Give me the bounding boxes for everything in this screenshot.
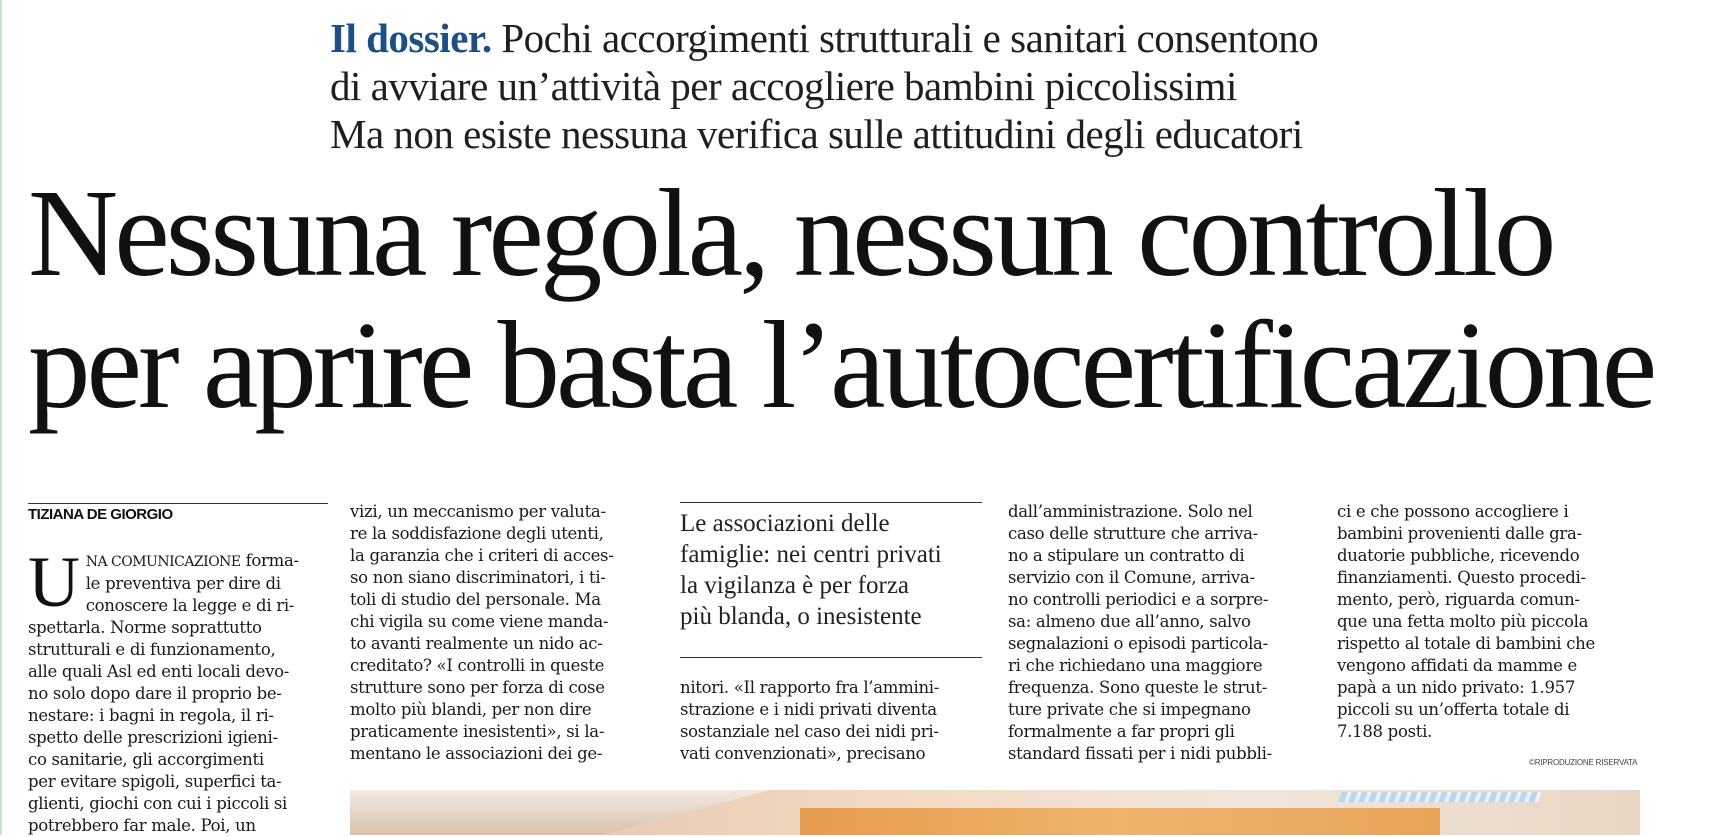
text-line: vizi, un meccanismo per valuta- — [350, 502, 606, 521]
text-line: standard fissati per i nidi pubbli- — [1008, 744, 1272, 763]
text-line: frequenza. Sono queste le strut- — [1008, 678, 1267, 697]
pullquote-rule-bottom — [680, 657, 982, 658]
text-line: co sanitarie, gli accorgimenti — [28, 750, 264, 769]
article-column-5 — [1337, 501, 1637, 743]
kicker-label: Il dossier. — [330, 15, 492, 61]
text-line: alle quali Asl ed enti locali devo- — [28, 662, 289, 681]
headline-line-1: Nessuna regola, nessun controllo — [28, 165, 1553, 303]
text-line: strutturali e di funzionamento, — [28, 640, 276, 659]
text-line: vati convenzionati», precisano — [680, 744, 926, 763]
text-line: finanziamenti. Questo procedi- — [1337, 568, 1586, 587]
text-line: no solo dopo dare il proprio be- — [28, 684, 282, 703]
article-column-4 — [1008, 501, 1308, 765]
kicker-line-1 — [330, 14, 1630, 62]
text-line: spetto delle prescrizioni igieni- — [28, 728, 278, 747]
copyright-notice: ©RIPRODUZIONE RISERVATA — [1529, 758, 1638, 767]
headline-line-2: per aprire basta l’autocertificazione — [28, 297, 1654, 435]
text-line: glienti, giochi con cui i piccoli si — [28, 794, 288, 813]
article-column-3 — [680, 677, 982, 765]
photo-wall-shadow — [350, 790, 770, 835]
text-line: segnalazioni o episodi particola- — [1008, 634, 1268, 653]
photo-orange-wall — [800, 808, 1440, 835]
text-line: creditato? «I controlli in queste — [350, 656, 605, 675]
text-line: toli di studio del personale. Ma — [350, 590, 601, 609]
text-line: chi vigila su come viene manda- — [350, 612, 609, 631]
text-line: sostanziale nel caso dei nidi pri- — [680, 722, 939, 741]
text-line: rispetto al totale di bambini che — [1337, 634, 1595, 653]
text-line: so non siano discriminatori, i ti- — [350, 568, 606, 587]
text-line: sa: almeno due all’anno, salvo — [1008, 612, 1251, 631]
article-column-1 — [28, 542, 328, 837]
pullquote-line: Le associazioni delle — [680, 510, 890, 537]
kicker-line-3: Ma non esiste nessuna verifica sulle attitudini degli educatori — [330, 111, 1303, 157]
byline-rule — [28, 503, 328, 504]
text-line: mentano le associazioni dei ge- — [350, 744, 603, 763]
text-line: conoscere la legge e di ri- — [85, 596, 295, 615]
text-line: no a stipulare un contratto di — [1008, 546, 1245, 565]
text-line: ri che richiedano una maggiore — [1008, 656, 1263, 675]
text-line: re la soddisfazione degli utenti, — [350, 524, 604, 543]
text-line: dall’amministrazione. Solo nel — [1008, 502, 1253, 521]
pullquote — [680, 508, 985, 632]
text-line: duatorie pubbliche, ricevendo — [1337, 546, 1580, 565]
text-line: la garanzia che i criteri di acces- — [350, 546, 614, 565]
text-fragment: forma- — [240, 551, 299, 570]
text-line: que una fetta molto più piccola — [1337, 612, 1589, 631]
text-line: strazione e i nidi privati diventa — [680, 700, 937, 719]
smallcaps-lead: NA COMUNICAZIONE — [85, 554, 241, 570]
kicker — [330, 14, 1630, 158]
headline — [28, 165, 1708, 435]
text-line: le preventiva per dire di — [85, 574, 281, 593]
text-line — [86, 550, 328, 573]
kicker-text-1: Pochi accorgimenti strutturali e sanitari consentono — [491, 15, 1319, 61]
text-line: servizio con il Comune, arriva- — [1008, 568, 1255, 587]
text-line: praticamente inesistenti», si la- — [350, 722, 605, 741]
text-line: per evitare spigoli, superfici ta- — [28, 772, 282, 791]
text-line: potrebbero far male. Poi, un — [28, 816, 256, 835]
text-line: mento, però, riguarda comun- — [1337, 590, 1580, 609]
text-line: no controlli periodici e a sorpre- — [1008, 590, 1269, 609]
text-line: ci e che possono accogliere i — [1337, 502, 1569, 521]
text-line: bambini provenienti dalle gra- — [1337, 524, 1582, 543]
text-line: formalmente a far propri gli — [1008, 722, 1235, 741]
text-line: molto più blandi, per non dire — [350, 700, 592, 719]
article-column-2 — [350, 501, 650, 765]
text-line: caso delle strutture che arriva- — [1008, 524, 1258, 543]
text-line: piccoli su un’offerta totale di — [1337, 700, 1570, 719]
kicker-line-2: di avviare un’attività per accogliere bambini piccolissimi — [330, 63, 1237, 109]
text-line: strutture sono per forza di cose — [350, 678, 605, 697]
drop-cap: U — [28, 542, 80, 622]
text-line: vengono affidati da mamme e — [1337, 656, 1577, 675]
pullquote-rule-top — [680, 502, 982, 503]
text-line: 7.188 posti. — [1337, 722, 1432, 741]
text-line: nitori. «Il rapporto fra l’ammini- — [680, 678, 940, 697]
text-line: ture private che si impegnano — [1008, 700, 1251, 719]
text-line: to avanti realmente un nido ac- — [350, 634, 603, 653]
text-line: spettarla. Norme soprattutto — [28, 618, 262, 637]
article-photo — [350, 790, 1640, 835]
page-edge — [0, 0, 2, 835]
pullquote-line: famiglie: nei centri privati — [680, 541, 942, 568]
byline: TIZIANA DE GIORGIO — [28, 506, 173, 523]
pullquote-line: più blanda, o inesistente — [680, 603, 922, 630]
text-line: papà a un nido privato: 1.957 — [1337, 678, 1576, 697]
photo-ceiling-lamp — [1338, 792, 1542, 802]
text-line: nestare: i bagni in regola, il ri- — [28, 706, 274, 725]
pullquote-line: la vigilanza è per forza — [680, 572, 910, 599]
